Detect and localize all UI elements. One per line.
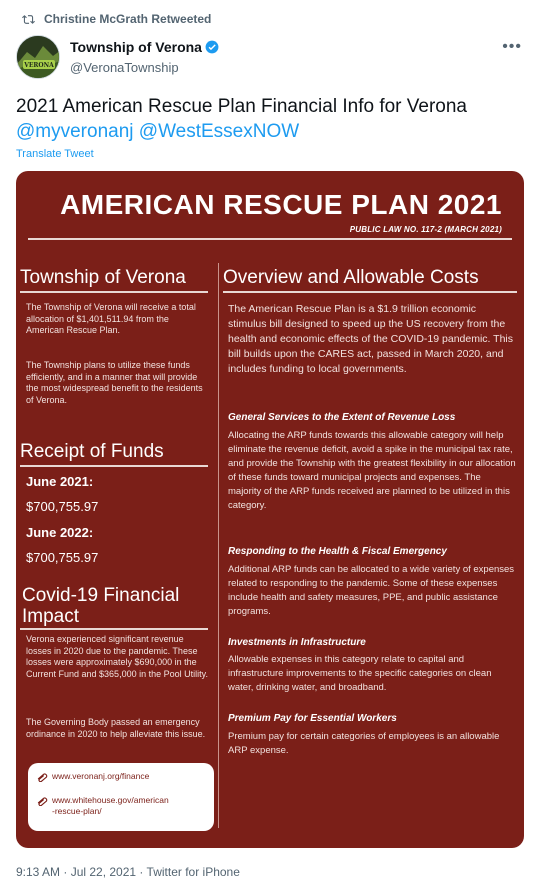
avatar-image (17, 36, 60, 79)
tweet-text (16, 94, 516, 144)
mention-myveronanj[interactable]: @myveronanj (16, 121, 134, 142)
link-icon (36, 796, 50, 806)
avatar[interactable] (16, 35, 60, 79)
whitehouse-link-text-2[interactable]: -rescue-plan/ (52, 806, 102, 816)
translate-tweet-link[interactable]: Translate Tweet (16, 148, 94, 160)
verified-badge-icon (205, 40, 219, 54)
infrastructure-heading: Investments in Infrastructure (228, 637, 366, 648)
retweet-bar[interactable] (22, 12, 211, 26)
receipt-heading: Receipt of Funds (20, 441, 164, 462)
overview-heading: Overview and Allowable Costs (223, 267, 479, 288)
author-name[interactable]: Township of Verona (70, 39, 202, 55)
covid-paragraph-1: Verona experienced significant revenue losses in 2020 due to the pandemic. These losses were approximately $690,000 in the Current Fund and $365,000 in the Pool Utility. (26, 634, 208, 679)
june-2022-value: $700,755.97 (26, 550, 99, 565)
june-2021-label: June 2021: (26, 474, 94, 489)
whitehouse-link-text-1[interactable]: www.whitehouse.gov/american (52, 795, 169, 805)
infrastructure-paragraph: Allowable expenses in this category relate to capital and infrastructure improvements to the specific categories on clean water, drinking water, and broadband. (228, 654, 492, 693)
township-heading: Township of Verona (20, 267, 186, 288)
finance-link[interactable] (36, 771, 149, 782)
links-box (28, 763, 214, 831)
june-2021-value: $700,755.97 (26, 499, 99, 514)
retweet-icon (22, 13, 35, 26)
link-icon (36, 772, 50, 782)
tweet-timestamp[interactable]: 9:13 AM · Jul 22, 2021 · Twitter for iPhone (16, 865, 240, 879)
premium-pay-heading: Premium Pay for Essential Workers (228, 713, 397, 724)
general-services-heading: General Services to the Extent of Revenue Loss (228, 412, 456, 423)
divider (20, 465, 208, 467)
township-paragraph-1: The Township of Verona will receive a total allocation of $1,401,511.94 from the American Rescue Plan. (26, 302, 196, 335)
covid-paragraph-2: The Governing Body passed an emergency ordinance in 2020 to help alleviate this issue. (26, 717, 206, 739)
author-block[interactable] (70, 39, 219, 75)
poster-title: AMERICAN RESCUE PLAN 2021 (60, 189, 502, 220)
poster-subtitle: PUBLIC LAW NO. 117-2 (MARCH 2021) (349, 225, 502, 234)
finance-link-text[interactable]: www.veronanj.org/finance (52, 771, 150, 781)
june-2022-label: June 2022: (26, 525, 94, 540)
divider (20, 291, 208, 293)
health-emergency-heading: Responding to the Health & Fiscal Emergency (228, 546, 447, 557)
covid-heading-line-1: Covid-19 Financial (22, 585, 180, 606)
author-handle[interactable]: @VeronaTownship (70, 60, 179, 75)
premium-pay-paragraph: Premium pay for certain categories of employees is an allowable ARP expense. (228, 731, 500, 756)
avatar-text: VERONA (24, 62, 54, 69)
general-services-paragraph: Allocating the ARP funds towards this allowable category will help eliminate the revenue deficit, avoid a spike in the municipal tax rate, and provide the Township with the greatest flexibility in our allocation of these funds toward municipal projects and expenses. The majority of the ARP funds received are planned to be utilized in this category. (228, 430, 516, 511)
overview-paragraph: The American Rescue Plan is a $1.9 trillion economic stimulus bill designed to speed up the US recovery from the health and economic effects of the COVID-19 pandemic. This bill builds upon the CARES act, passed in March 2020, and includes funding to local governments. (228, 303, 514, 375)
more-options-icon[interactable]: ••• (502, 38, 522, 55)
mention-westessexnow[interactable]: @WestEssexNOW (138, 121, 300, 142)
covid-heading-line-2: Impact (22, 606, 80, 627)
tweet-body: 2021 American Rescue Plan Financial Info for Verona (16, 96, 467, 117)
divider (223, 291, 517, 293)
tweet-media-image[interactable] (16, 171, 524, 848)
divider (20, 628, 208, 630)
health-emergency-paragraph: Additional ARP funds can be allocated to a wide variety of expenses related to responding to the pandemic. Some of these expenses include health and safety measures, PPE, and public assistance programs. (228, 564, 515, 617)
retweet-label: Christine McGrath Retweeted (44, 12, 212, 26)
divider (28, 238, 512, 240)
column-divider (218, 263, 219, 828)
whitehouse-link[interactable] (36, 795, 169, 817)
township-paragraph-2: The Township plans to utilize these funds efficiently, and in a manner that will provide the most widespread benefit to the residents of Verona. (26, 360, 203, 405)
